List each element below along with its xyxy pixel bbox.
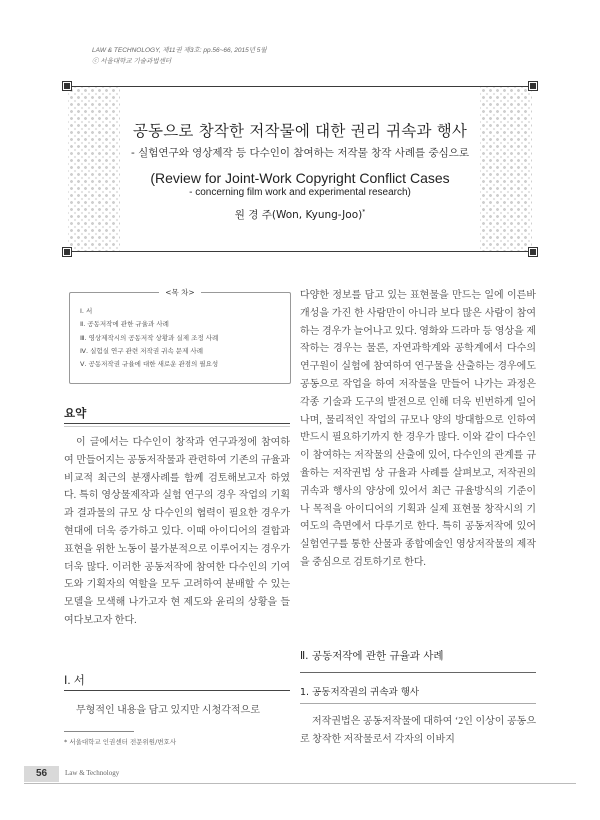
divider bbox=[64, 690, 290, 691]
publisher-line: ⓒ 서울대학교 기술과법센터 bbox=[92, 58, 172, 65]
paper-subtitle-korean: - 실험연구와 영상제작 등 다수인이 참여하는 저작물 창작 사례를 중심으로 bbox=[130, 147, 470, 159]
toc-item: Ⅰ. 서 bbox=[80, 307, 93, 315]
footnote-divider bbox=[64, 731, 134, 732]
section-heading: Ⅱ. 공동저작에 관한 규율과 사례 bbox=[300, 650, 444, 662]
section-text: 무형적인 내용을 담고 있지만 시청각적으로 bbox=[76, 705, 260, 716]
divider bbox=[64, 423, 290, 424]
toc-item: Ⅱ. 공동저작에 관한 규율과 사례 bbox=[80, 320, 169, 329]
divider bbox=[64, 426, 290, 427]
page-footer bbox=[24, 766, 576, 782]
journal-header bbox=[92, 45, 267, 67]
footer-divider bbox=[24, 783, 576, 784]
corner-square-icon bbox=[529, 82, 537, 90]
divider bbox=[300, 672, 536, 673]
title-block bbox=[120, 87, 480, 251]
table-of-contents bbox=[69, 288, 291, 384]
abstract-text: 이 글에서는 다수인이 창작과 연구과정에 참여하여 만들어지는 공동저작물과 관련하여 기존의 규율과 비교적 최근의 분쟁사례를 함께 검토해보고자 하였다. 특히 영상물제작과 실험 연구의 경우 작업의 기획과 결과물의 규모 상 다수인의 협력이 필요한 경우가 현대에 더욱 증가하고 있다. 이때 아이디어의 결합과 표현을 위한 노동이 불가분적으로 이루어지는 경우가 더욱 많다. 이러한 공동저작에 참여한 다수인의 기여도와 기획자의 역할을 모두 고려하여 분배할 수 있는 모델을 모색해 나가고자 현 제도와 윤리의 상황을 들여다보고자 한다. bbox=[64, 437, 290, 626]
corner-square-icon bbox=[63, 248, 71, 256]
subsection-text: 저작권법은 공동저작물에 대하여 ‘2인 이상이 공동으로 창작한 저작물로서 각자의 이바지 bbox=[300, 716, 536, 745]
author bbox=[120, 207, 480, 222]
toc-list bbox=[70, 293, 290, 371]
page-number: 56 bbox=[24, 766, 59, 782]
journal-citation: LAW & TECHNOLOGY, 제11권 제3호: pp.56~66, 2015년 5월 bbox=[92, 47, 267, 54]
decorative-pattern-left bbox=[68, 87, 120, 251]
toc-item: Ⅴ. 공동저작권 규율에 대한 새로운 관점의 필요성 bbox=[80, 360, 219, 369]
paper-title-english: (Review for Joint-Work Copyright Conflict Cases bbox=[150, 170, 450, 186]
toc-item: Ⅳ. 실험실 연구 관련 저작권 귀속 문제 사례 bbox=[80, 346, 203, 355]
paper-title-korean: 공동으로 창작한 저작물에 대한 권리 귀속과 행사 bbox=[132, 122, 468, 140]
decorative-pattern-right bbox=[480, 87, 532, 251]
abstract-heading: 요약 bbox=[64, 406, 87, 420]
author-name: 원 경 주(Won, Kyung-Joo) bbox=[234, 209, 363, 221]
paper-subtitle-english: - concerning film work and experimental research) bbox=[189, 187, 411, 198]
footer-journal-name: Law & Technology bbox=[65, 769, 120, 777]
body-text: 다양한 정보를 담고 있는 표현물을 만드는 일에 이른바 개성을 가진 한 사람만이 아니라 보다 많은 사람이 참여하는 경우가 늘어나고 있다. 영화와 드라마 등 영상을 제작하는 경우는 물론, 자연과학계와 공학계에서 다수의 연구원이 실험에 참여하여 연구물을 산출하는 경우에도 공동으로 작업을 하여 저작물을 만들어 나가는 과정은 각종 기술과 도구의 발전으로 인해 더욱 빈번하게 일어나며, 물리적인 작업의 규모나 양의 방대함으로 인하여 반드시 필요하기까지 한 경우가 많다. 이와 같이 다수인이 참여하는 저작물의 산출에 있어, 다수인의 관계를 규율하는 저작권법 상 규율과 사례를 살펴보고, 저작권의 귀속과 행사의 양상에 있어서 최근 규율방식의 기준이나 목적을 아이디어의 기획과 실제 표현물 창작시의 기여도의 측면에서 다루기로 한다. 특히 공동저작에 있어 실험연구를 통한 산물과 종합예술인 영상저작물의 제작을 중심으로 검토하기로 한다. bbox=[300, 290, 536, 568]
author-footnote-mark: * bbox=[362, 208, 366, 216]
footnote: * 서울대학교 인권센터 전문위원/변호사 bbox=[64, 738, 177, 746]
divider bbox=[300, 703, 536, 704]
subsection-heading: 1. 공동저작권의 귀속과 행사 bbox=[300, 687, 420, 698]
toc-item: Ⅲ. 영상제작시의 공동저작 상황과 실제 조정 사례 bbox=[80, 333, 219, 342]
title-box bbox=[68, 86, 532, 252]
corner-square-icon bbox=[63, 82, 71, 90]
corner-square-icon bbox=[529, 248, 537, 256]
toc-heading: <목 차> bbox=[159, 288, 200, 297]
section-heading-introduction: Ⅰ. 서 bbox=[64, 675, 85, 687]
